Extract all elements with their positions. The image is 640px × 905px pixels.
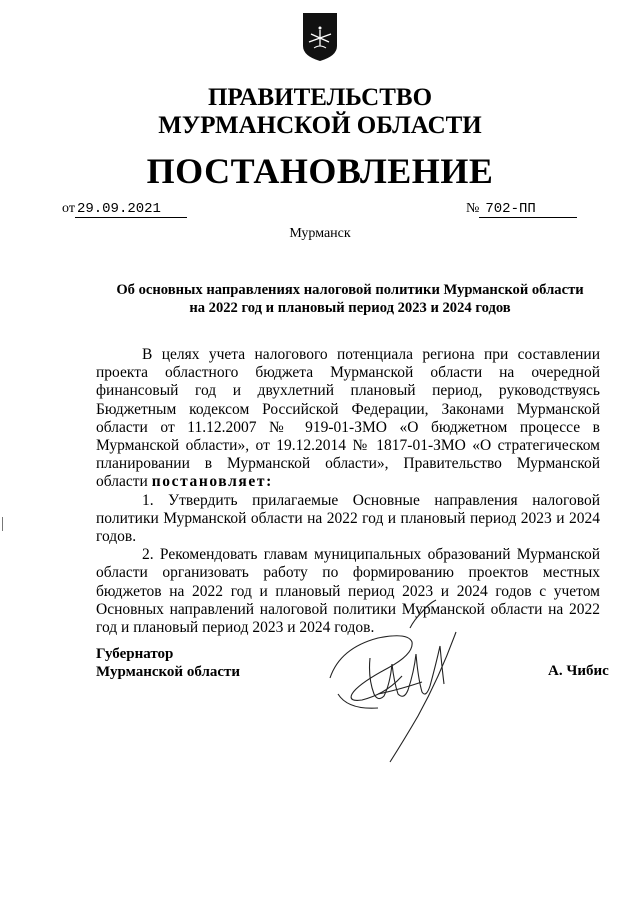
clause-1: 1. Утвердить прилагаемые Основные направления налоговой политики Мурманской области на 2022 год и плановый период 2023 и 2024 годов. (96, 491, 600, 546)
handwritten-signature (318, 598, 498, 768)
document-subject (100, 281, 600, 317)
scan-margin-mark (2, 517, 3, 531)
signatory-position-line1: Губернатор (96, 646, 174, 662)
date-prefix: от (62, 201, 75, 216)
government-title-line2: МУРМАНСКОЙ ОБЛАСТИ (158, 112, 482, 139)
document-date: 29.09.2021 (75, 201, 187, 218)
subject-line2: на 2022 год и плановый период 2023 и 2024 годов (189, 300, 511, 316)
clause-2: 2. Рекомендовать главам муниципальных образований Мурманской области организовать работу по формированию проектов местных бюджетов на 2022 год и плановый период 2023 и 2024 годов с учетом Основных направлений налоговой политики Мурманской области на 2022 год и плановый период 2023 и 2024 годов. (96, 546, 600, 637)
government-title-line1: ПРАВИТЕЛЬСТВО (207, 84, 433, 111)
preamble-paragraph (96, 346, 600, 492)
government-title (0, 84, 640, 140)
document-type: ПОСТАНОВЛЕНИЕ (146, 151, 494, 191)
document-body (96, 346, 600, 637)
signatory-position (96, 645, 240, 681)
decree-keyword-colon: : (266, 473, 273, 491)
coat-of-arms-icon (302, 12, 338, 62)
signatory-position-line2: Мурманской области (96, 664, 241, 680)
subject-line1: Об основных направлениях налоговой политики Мурманской области (116, 282, 584, 298)
preamble-text: В целях учета налогового потенциала региона при составлении проекта областного бюджета Мурманской области на очередной финансовый год и двухлетний плановый период, руководствуясь Бюджетным кодексом Российской Федерации, Законами Мурманской области от 11.12.2007 № 919-01-ЗМО «О бюджетном процессе в Мурманской области», от 19.12.2014 № 1817-01-ЗМО «О стратегическом планировании в Мурманской области», Правительство Мурманской области (96, 346, 600, 491)
date-line (62, 201, 187, 218)
city: Мурманск (289, 226, 351, 241)
number-line (466, 201, 577, 218)
document-number: 702-ПП (479, 201, 577, 218)
signatory-name: А. Чибис (548, 663, 609, 679)
decree-keyword: постановляет (151, 473, 267, 491)
number-prefix: № (466, 201, 480, 216)
